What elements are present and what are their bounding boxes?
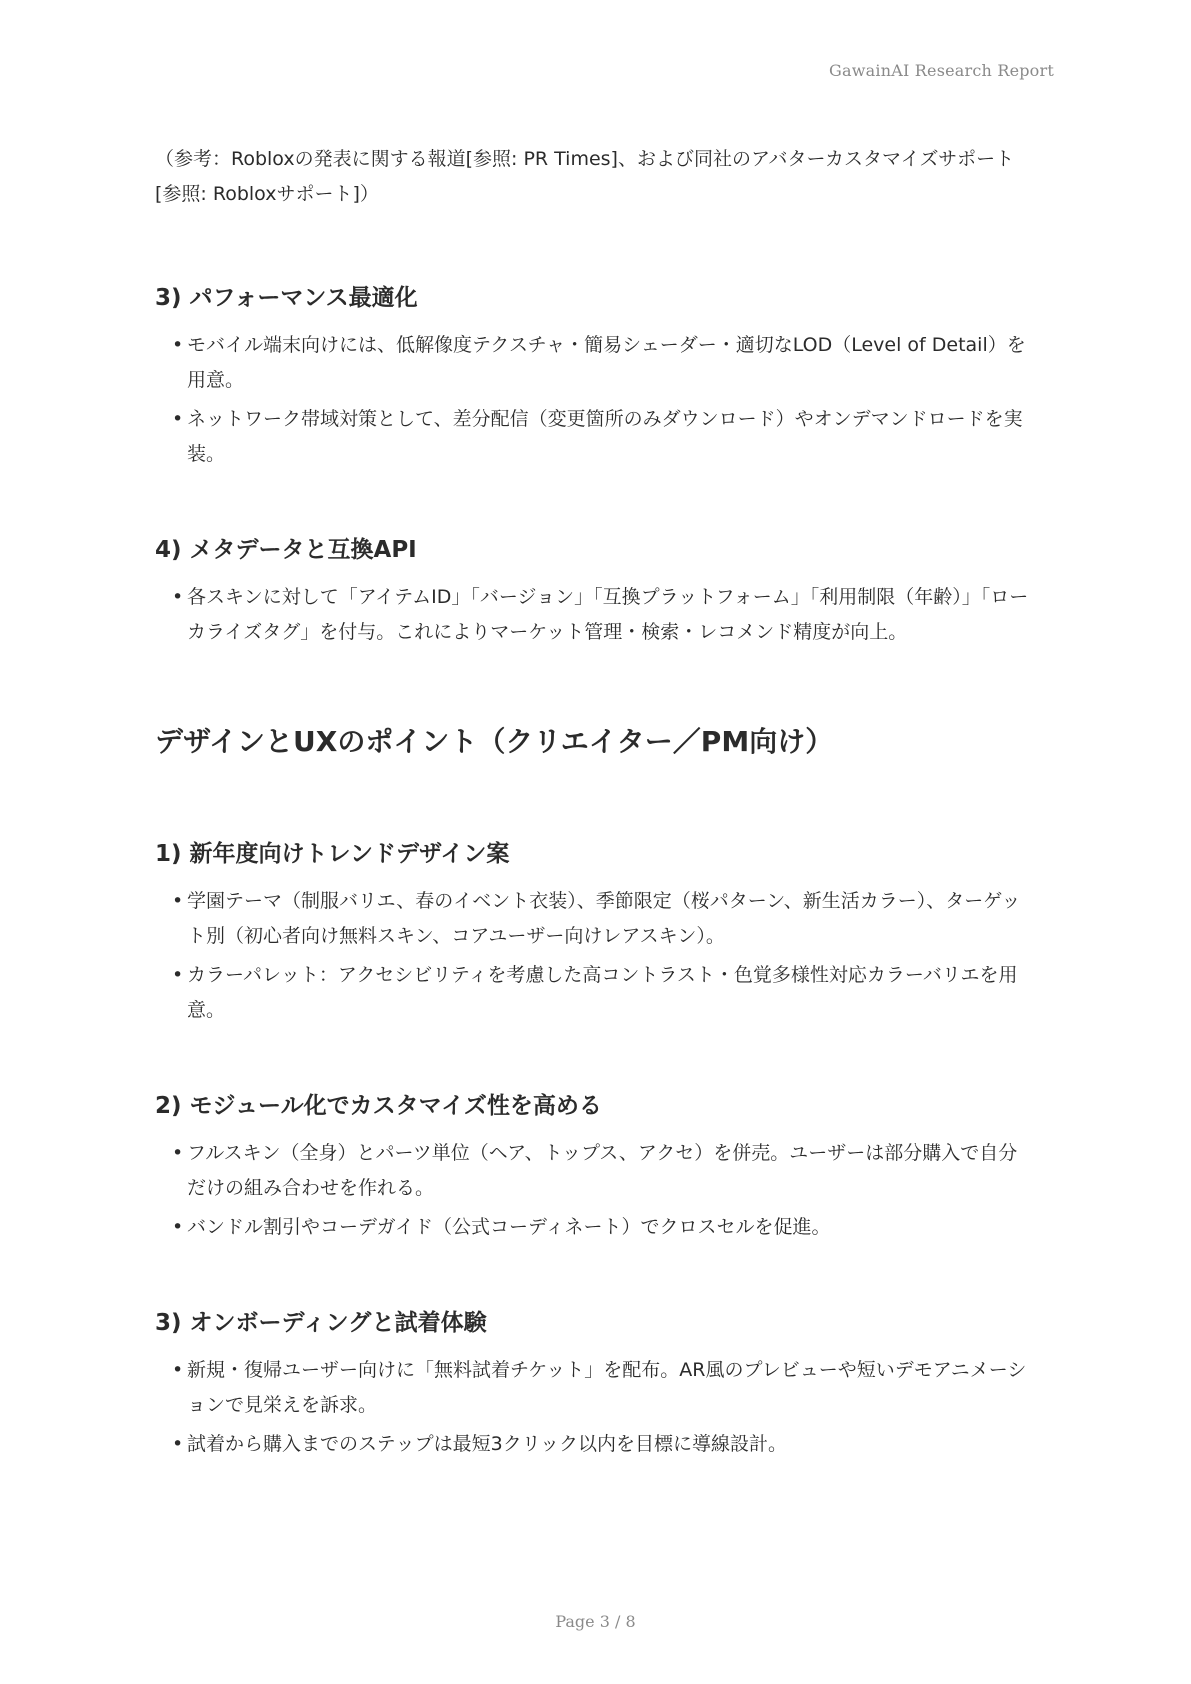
page-body: [155, 142, 1035, 1466]
list-item: • モバイル端末向けには、低解像度テクスチャ・簡易シェーダー・適切なLOD（Level of Detail）を用意。: [155, 328, 1035, 398]
subheading-performance: 3) パフォーマンス最適化: [155, 285, 418, 311]
list-item: • 各スキンに対して「アイテムID」「バージョン」「互換プラットフォーム」「利用制限（年齢）」「ローカライズタグ」を付与。これによりマーケット管理・検索・レコメンド精度が向上。: [155, 580, 1035, 650]
bullet-icon: •: [172, 334, 184, 356]
bullet-icon: •: [172, 1433, 184, 1455]
bullet-list-performance: [155, 328, 1035, 472]
subheading-trend-design: 1) 新年度向けトレンドデザイン案: [155, 841, 510, 867]
bullet-list-onboarding: [155, 1353, 1035, 1462]
page-number: Page 3 / 8: [555, 1612, 636, 1631]
subheading-modular: 2) モジュール化でカスタマイズ性を高める: [155, 1093, 602, 1119]
bullet-icon: •: [172, 1142, 184, 1164]
list-item: • フルスキン（全身）とパーツ単位（ヘア、トップス、アクセ）を併売。ユーザーは部分購入で自分だけの組み合わせを作れる。: [155, 1136, 1035, 1206]
section-heading-design-ux: デザインとUXのポイント（クリエイター／PM向け）: [155, 725, 834, 758]
running-header: GawainAI Research Report: [829, 61, 1054, 80]
bullet-list-modular: [155, 1136, 1035, 1245]
bullet-icon: •: [172, 408, 184, 430]
list-item: • 試着から購入までのステップは最短3クリック以内を目標に導線設計。: [155, 1427, 1035, 1462]
bullet-icon: •: [172, 964, 184, 986]
bullet-icon: •: [172, 890, 184, 912]
list-item: • 新規・復帰ユーザー向けに「無料試着チケット」を配布。AR風のプレビューや短いデモアニメーションで見栄えを訴求。: [155, 1353, 1035, 1423]
subheading-onboarding: 3) オンボーディングと試着体験: [155, 1310, 487, 1336]
bullet-icon: •: [172, 586, 184, 608]
bullet-icon: •: [172, 1359, 184, 1381]
list-item: • バンドル割引やコーデガイド（公式コーディネート）でクロスセルを促進。: [155, 1210, 1035, 1245]
list-item: • ネットワーク帯域対策として、差分配信（変更箇所のみダウンロード）やオンデマンドロードを実装。: [155, 402, 1035, 472]
bullet-list-metadata: [155, 580, 1035, 650]
subheading-metadata: 4) メタデータと互換API: [155, 537, 417, 563]
bullet-list-trend-design: [155, 884, 1035, 1028]
bullet-icon: •: [172, 1216, 184, 1238]
reference-note: （参考：Robloxの発表に関する報道[参照: PR Times]、および同社のアバターカスタマイズサポート[参照: Robloxサポート]）: [155, 148, 1015, 205]
list-item: • カラーパレット：アクセシビリティを考慮した高コントラスト・色覚多様性対応カラーバリエを用意。: [155, 958, 1035, 1028]
list-item: • 学園テーマ（制服バリエ、春のイベント衣装）、季節限定（桜パターン、新生活カラー）、ターゲット別（初心者向け無料スキン、コアユーザー向けレアスキン）。: [155, 884, 1035, 954]
